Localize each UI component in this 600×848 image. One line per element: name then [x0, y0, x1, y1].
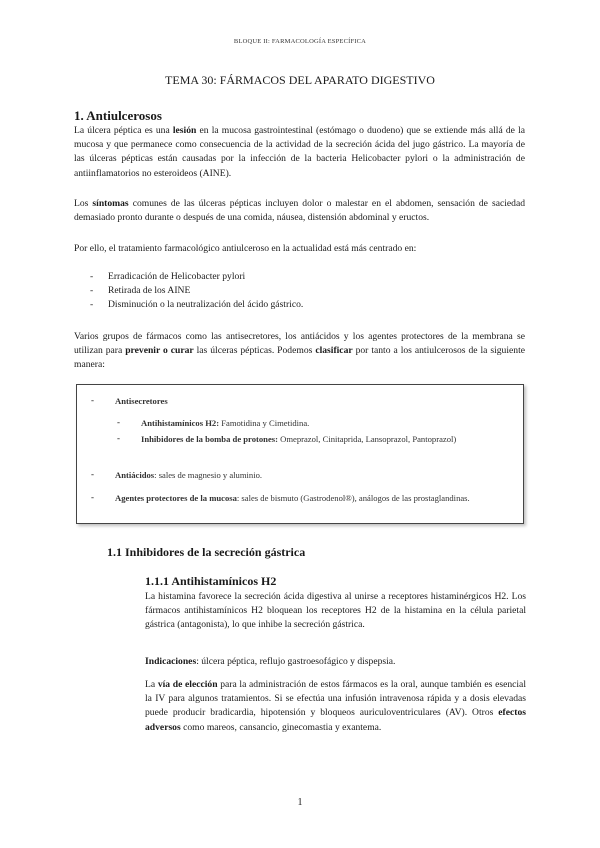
paragraph-clasificacion: Varios grupos de fármacos como las antisecretores, los antiácidos y los agentes protectores de la membrana se utilizan para prevenir o curar las úlceras pépticas. Podemos clasificar por tanto a los antiulcerosos de la siguiente manera: [74, 331, 525, 371]
dash-marker: - [91, 469, 94, 479]
page-title: TEMA 30: FÁRMACOS DEL APARATO DIGESTIVO [165, 73, 435, 87]
dash-marker: - [91, 492, 94, 502]
section-heading-antiulcerosos: 1. Antiulcerosos [74, 108, 162, 123]
subsection-heading-inhibidores: 1.1 Inhibidores de la secreción gástrica [107, 545, 306, 559]
paragraph-ulcera-definition: La úlcera péptica es una lesión en la mucosa gastrointestinal (estómago o duodeno) que se extiende más allá de la mucosa y que permanece como consecuencia de la actividad de la secreción ácida del jugo gástrico. La mayoría de las úlceras pépticas están causadas por la infección de la bacteria Helicobacter pylori o la administración de antiinflamatorios no esteroideos (AINE). [74, 125, 526, 179]
subsubsection-heading-antihistaminicos: 1.1.1 Antihistamínicos H2 [145, 574, 277, 588]
dash-marker: - [117, 433, 120, 443]
paragraph-via-eleccion: La vía de elección para la administración de estos fármacos es la oral, aunque también es esencial la IV para algunos tratamientos. Si se efectúa una infusión intravenosa rápida y a dosis elevadas puede producir bradicardia, hipotensión y bloqueos auriculoventriculares (AV). Otros efectos adversos como mareos, cansancio, ginecomastia y exantema. [145, 679, 526, 733]
paragraph-sintomas: Los síntomas comunes de las úlceras pépticas incluyen dolor o malestar en el abdomen, sensación de saciedad demasiado pronto durante o después de una comida, náusea, distensión abdominal y eructos. [74, 198, 525, 224]
running-header: BLOQUE II: FARMACOLOGÍA ESPECÍFICA [233, 38, 367, 45]
dash-marker: - [91, 395, 94, 405]
paragraph-indicaciones: Indicaciones: úlcera péptica, reflujo gastroesofágico y dispepsia. [145, 656, 396, 667]
box-item-antiacidos: Antiácidos: sales de magnesio y aluminio. [115, 470, 263, 480]
list-item: - Retirada de los AINE [90, 284, 303, 298]
box-item-ibp: Inhibidores de la bomba de protones: Omeprazol, Cinitaprida, Lansoprazol, Pantoprazol) [141, 434, 457, 444]
box-item-protectores: Agentes protectores de la mucosa: sales de bismuto (Gastrodenol®), análogos de las prostaglandinas. [115, 493, 470, 503]
box-item-antihistaminicos: Antihistamínicos H2: Famotidina y Cimetidina. [141, 418, 310, 428]
box-item-antisecretores: Antisecretores [115, 396, 168, 406]
treatment-list [90, 270, 303, 313]
paragraph-histamina: La histamina favorece la secreción ácida digestiva al unirse a receptores histaminérgicos H2. Los fármacos antihistamínicos H2 bloquean los receptores H2 de la histamina en la célula parietal gástrica (antagonista), lo que inhibe la secreción gástrica. [145, 591, 526, 631]
paragraph-tratamiento-intro: Por ello, el tratamiento farmacológico antiulceroso en la actualidad está más centrado en: [74, 243, 417, 254]
list-item: - Disminución o la neutralización del ácido gástrico. [90, 298, 303, 312]
list-item: - Erradicación de Helicobacter pylori [90, 270, 303, 284]
dash-marker: - [117, 417, 120, 427]
classification-box [76, 384, 524, 524]
page-number: 1 [297, 797, 303, 808]
